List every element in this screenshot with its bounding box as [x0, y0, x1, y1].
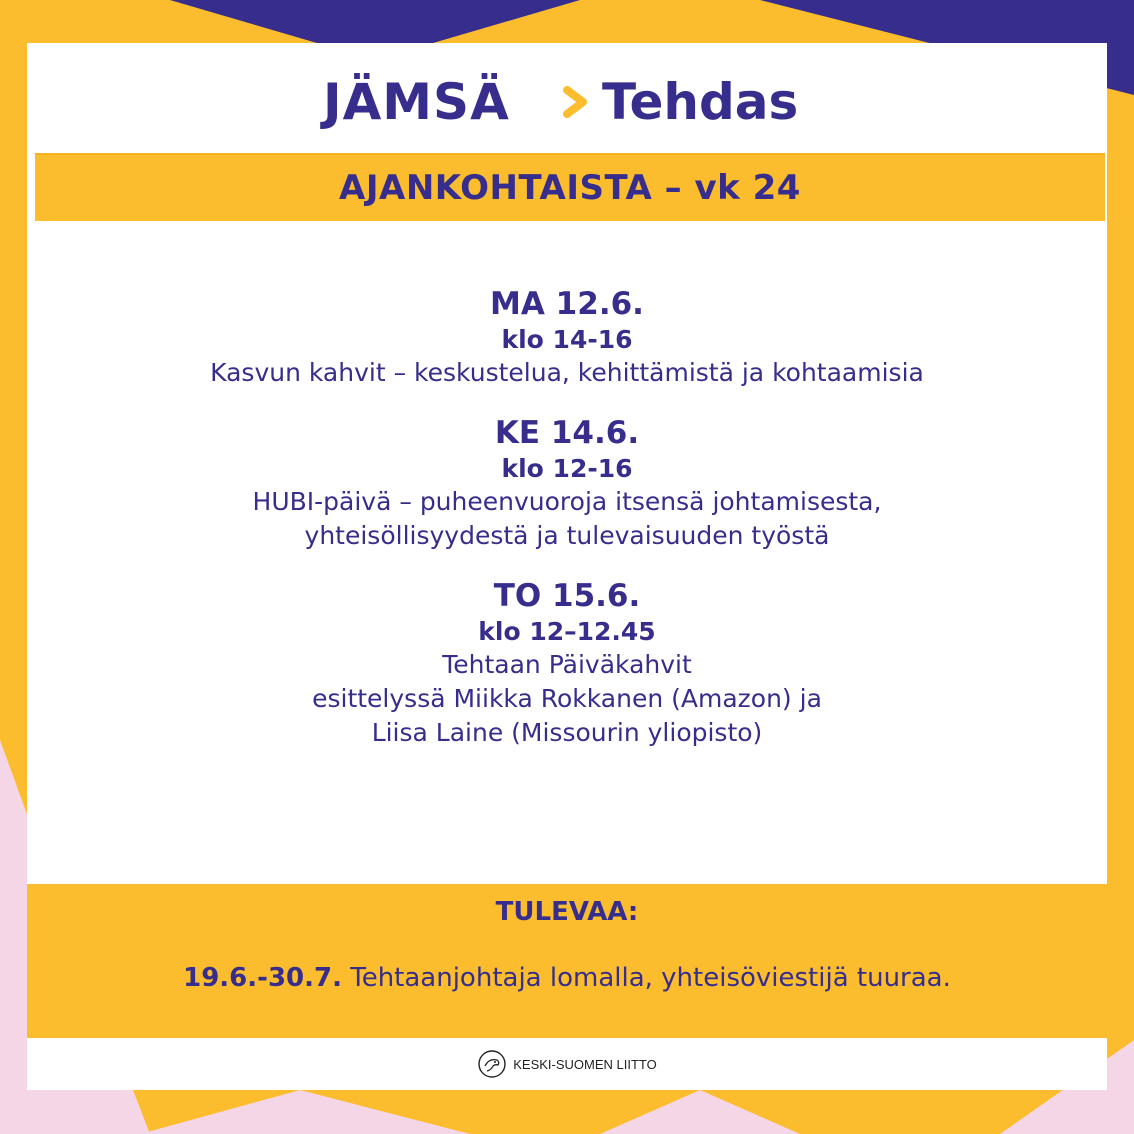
event-description: yhteisöllisyydestä ja tulevaisuuden työstä [304, 521, 830, 550]
logo-jamsa-text: JÄMSÄ [323, 73, 510, 131]
event-time: klo 14-16 [501, 325, 633, 354]
keski-suomen-liitto-logo-icon [477, 1049, 507, 1079]
logo-tehdas-text: Tehdas [602, 73, 799, 131]
event-item-thursday [27, 577, 1107, 750]
upcoming-item [27, 960, 1107, 996]
logo-chevron-icon [567, 90, 583, 114]
upcoming-text: Tehtaanjohtaja lomalla, yhteisöviestijä tuuraa. [350, 963, 951, 993]
event-description: Tehtaan Päiväkahvit [442, 650, 692, 679]
title-banner [35, 153, 1105, 221]
footer [27, 1038, 1107, 1090]
event-day: KE 14.6. [494, 415, 640, 451]
event-day: MA 12.6. [490, 286, 644, 322]
upcoming-section [27, 884, 1107, 1038]
event-day: TO 15.6. [493, 578, 641, 614]
footer-org-name: KESKI-SUOMEN LIITTO [513, 1056, 657, 1072]
upcoming-date: 19.6.-30.7. [183, 963, 342, 993]
content-card [27, 43, 1107, 1090]
event-time: klo 12-16 [501, 454, 633, 483]
event-time: klo 12–12.45 [478, 617, 656, 646]
event-description: esittelyssä Miikka Rokkanen (Amazon) ja [312, 684, 822, 713]
event-list [27, 285, 1107, 774]
event-description: Liisa Laine (Missourin yliopisto) [371, 718, 763, 747]
event-description: HUBI-päivä – puheenvuoroja itsensä johtamisesta, [252, 487, 882, 516]
event-item-monday [27, 285, 1107, 390]
event-item-wednesday [27, 414, 1107, 553]
event-description: Kasvun kahvit – keskustelua, kehittämistä ja kohtaamisia [210, 358, 924, 387]
page-title: AJANKOHTAISTA – vk 24 [339, 168, 801, 208]
jamsa-tehdas-logo [27, 43, 1107, 153]
upcoming-heading: TULEVAA: [495, 897, 639, 927]
